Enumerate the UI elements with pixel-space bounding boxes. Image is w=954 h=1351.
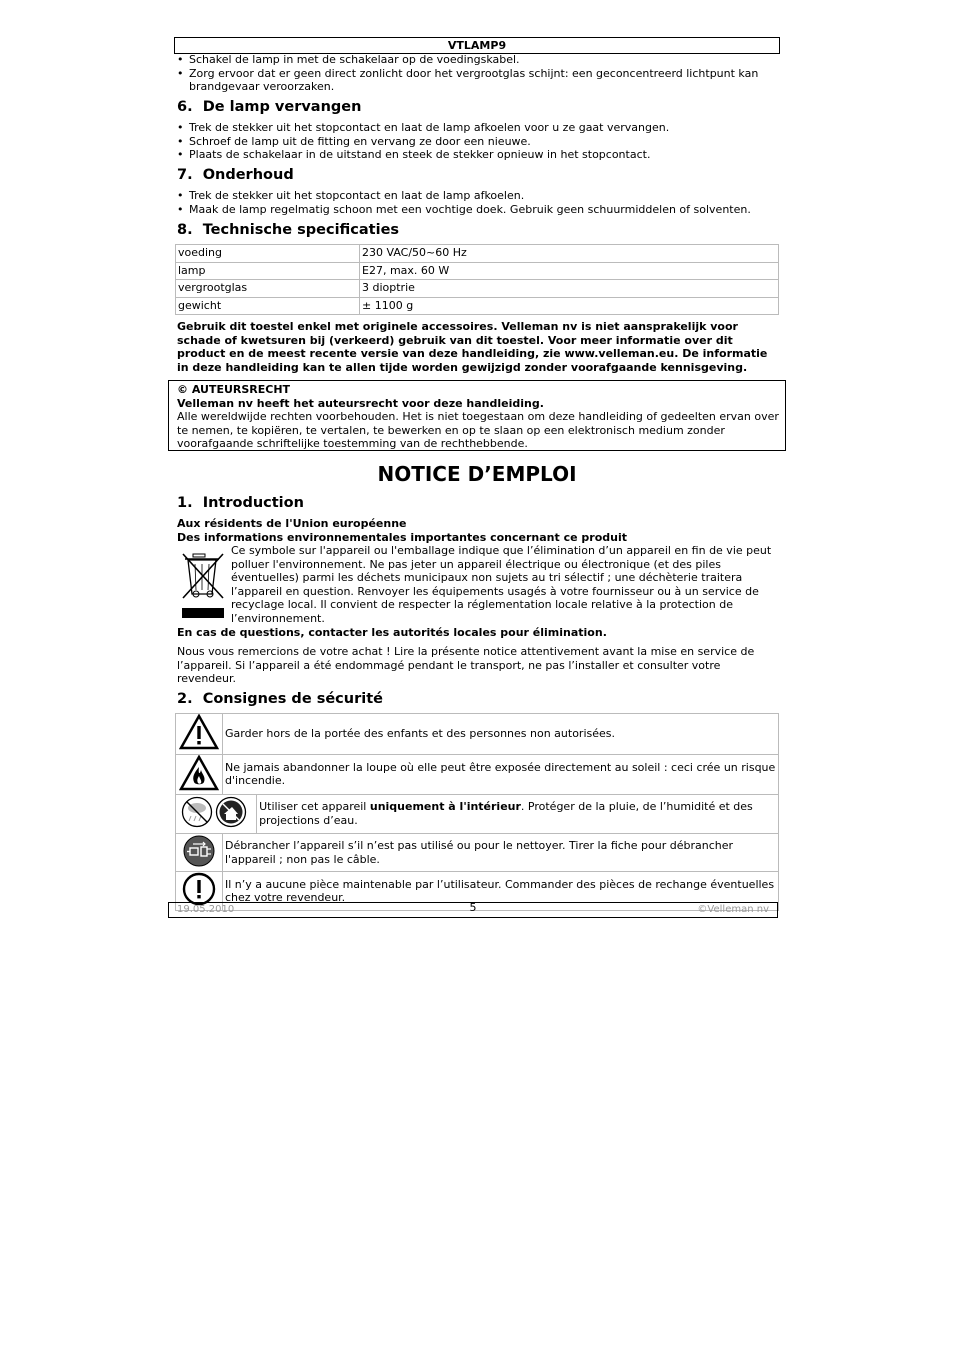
spec-key: voeding (176, 245, 360, 263)
fire-warning-icon (179, 755, 219, 791)
safety-table (175, 713, 779, 911)
table-row (176, 297, 779, 315)
footer-date: 19.05.2010 (177, 904, 235, 915)
list-item: • Maak de lamp regelmatig schoon met een vochtige doek. Gebruik geen schuurmiddelen of solventen. (177, 203, 777, 217)
list-item: • Zorg ervoor dat er geen direct zonlicht door het vergrootglas schijnt: een geconcentreerd lichtpunt kan brandgevaar veroorzaken. (177, 67, 777, 94)
table-row (176, 245, 779, 263)
table-row (176, 795, 779, 834)
section-7-heading: 7. Onderhoud (177, 167, 294, 183)
safety-text: Débrancher l’appareil s’il n’est pas utilisé ou pour le nettoyer. Tirer la fiche pour débrancher l'appareil ; non pas le câble. (223, 833, 779, 872)
spec-value: 3 dioptrie (360, 280, 779, 298)
safety-text: Garder hors de la portée des enfants et des personnes non autorisées. (223, 714, 779, 755)
section-2-heading: 2. Consignes de sécurité (177, 691, 383, 707)
section-7-list (177, 189, 777, 216)
unplug-icon (182, 834, 216, 868)
list-item: • Plaats de schakelaar in de uitstand en steek de stekker opnieuw in het stopcontact. (177, 148, 777, 162)
page-number: 5 (469, 901, 477, 914)
eu-residents-label: Aux résidents de l'Union européenne (177, 517, 407, 530)
list-item: • Schroef de lamp uit de fitting en vervang ze door een nieuwe. (177, 135, 777, 149)
section-1-heading: 1. Introduction (177, 495, 304, 511)
table-row (176, 714, 779, 755)
spec-key: vergrootglas (176, 280, 360, 298)
page-title: NOTICE D’EMPLOI (377, 462, 577, 486)
intro-bullet-list (177, 53, 777, 94)
section-8-heading: 8. Technische specificaties (177, 222, 400, 238)
safety-text-bold: uniquement à l'intérieur (369, 800, 521, 814)
spec-value: E27, max. 60 W (360, 262, 779, 280)
model-name: VTLAMP9 (447, 39, 507, 52)
copyright-text: Alle wereldwijde rechten voorbehouden. Het is niet toegestaan om deze handleiding of gedeelten ervan over te nemen, te kopiëren, te vertalen, te bewerken en op te slaan op een elektronisch medium zonder voorafgaande schriftelijke toestemming van de rechthebbende. (177, 410, 779, 451)
footer-copyright: ©Velleman nv (697, 904, 769, 915)
safety-text: Ne jamais abandonner la loupe où elle peut être exposée directement au soleil : ceci crée un risque d'incendie. (223, 754, 779, 795)
spec-value: ± 1100 g (360, 297, 779, 315)
copyright-box (168, 380, 786, 451)
list-item: • Trek de stekker uit het stopcontact en laat de lamp afkoelen voor u ze gaat vervangen. (177, 121, 777, 135)
env-info-label: Des informations environnementales importantes concernant ce produit (177, 531, 627, 544)
copyright-subtitle: Velleman nv heeft het auteursrecht voor deze handleiding. (177, 396, 544, 410)
section-6-heading: 6. De lamp vervangen (177, 99, 362, 115)
table-row (176, 754, 779, 795)
spec-key: gewicht (176, 297, 360, 315)
safety-text-pre: Utiliser cet appareil (259, 800, 370, 814)
questions-text: En cas de questions, contacter les autorités locales pour élimination. (177, 626, 607, 639)
spec-value: 230 VAC/50~60 Hz (360, 245, 779, 263)
spec-table (175, 244, 779, 315)
weee-bin-icon (179, 550, 227, 622)
page-header (174, 37, 780, 54)
table-row (176, 280, 779, 298)
table-row (176, 262, 779, 280)
copyright-title: © AUTEURSRECHT (177, 383, 291, 396)
safety-text (257, 795, 779, 834)
indoor-only-icon (180, 795, 252, 829)
safety-text: Il n’y a aucune pièce maintenable par l’utilisateur. Commander des pièces de rechange éventuelles chez votre revendeur. (223, 872, 779, 911)
weee-text: Ce symbole sur l'appareil ou l'emballage indique que l’élimination d’un appareil en fin de vie peut polluer l'environnement. Ne pas jeter un appareil électrique ou électronique (et des piles éventuelles) parmi les déchets municipaux non sujets au tri sélectif ; une déchèterie traitera l’appareil en question. Renvoyer les équipements usagés à votre fournisseur ou à un service de recyclage local. Il convient de respecter la réglementation locale relative à la protection de l’environnement. (231, 544, 772, 625)
safety-text-post: . Protéger de la pluie, de l’humidité et des projections d’eau. (259, 800, 753, 827)
list-item: • Trek de stekker uit het stopcontact en laat de lamp afkoelen. (177, 189, 777, 203)
warning-triangle-icon (179, 714, 219, 750)
table-row (176, 833, 779, 872)
list-item: • Schakel de lamp in met de schakelaar op de voedingskabel. (177, 53, 777, 67)
thanks-paragraph: Nous vous remercions de votre achat ! Lire la présente notice attentivement avant la mise en service de l’appareil. Si l’appareil a été endommagé pendant le transport, ne pas l’installer et consulter votre revendeur. (177, 645, 755, 686)
disclaimer-text: Gebruik dit toestel enkel met originele accessoires. Velleman nv is niet aansprakelijk voor schade of kwetsuren bij (verkeerd) gebruik van dit toestel. Voor meer informatie over dit product en de meest recente versie van deze handleiding, zie www.velleman.eu. De informatie in deze handleiding kan te allen tijde worden gewijzigd zonder voorafgaande kennisgeving. (177, 320, 768, 374)
section-6-list (177, 121, 777, 162)
spec-key: lamp (176, 262, 360, 280)
page-footer (168, 902, 778, 918)
